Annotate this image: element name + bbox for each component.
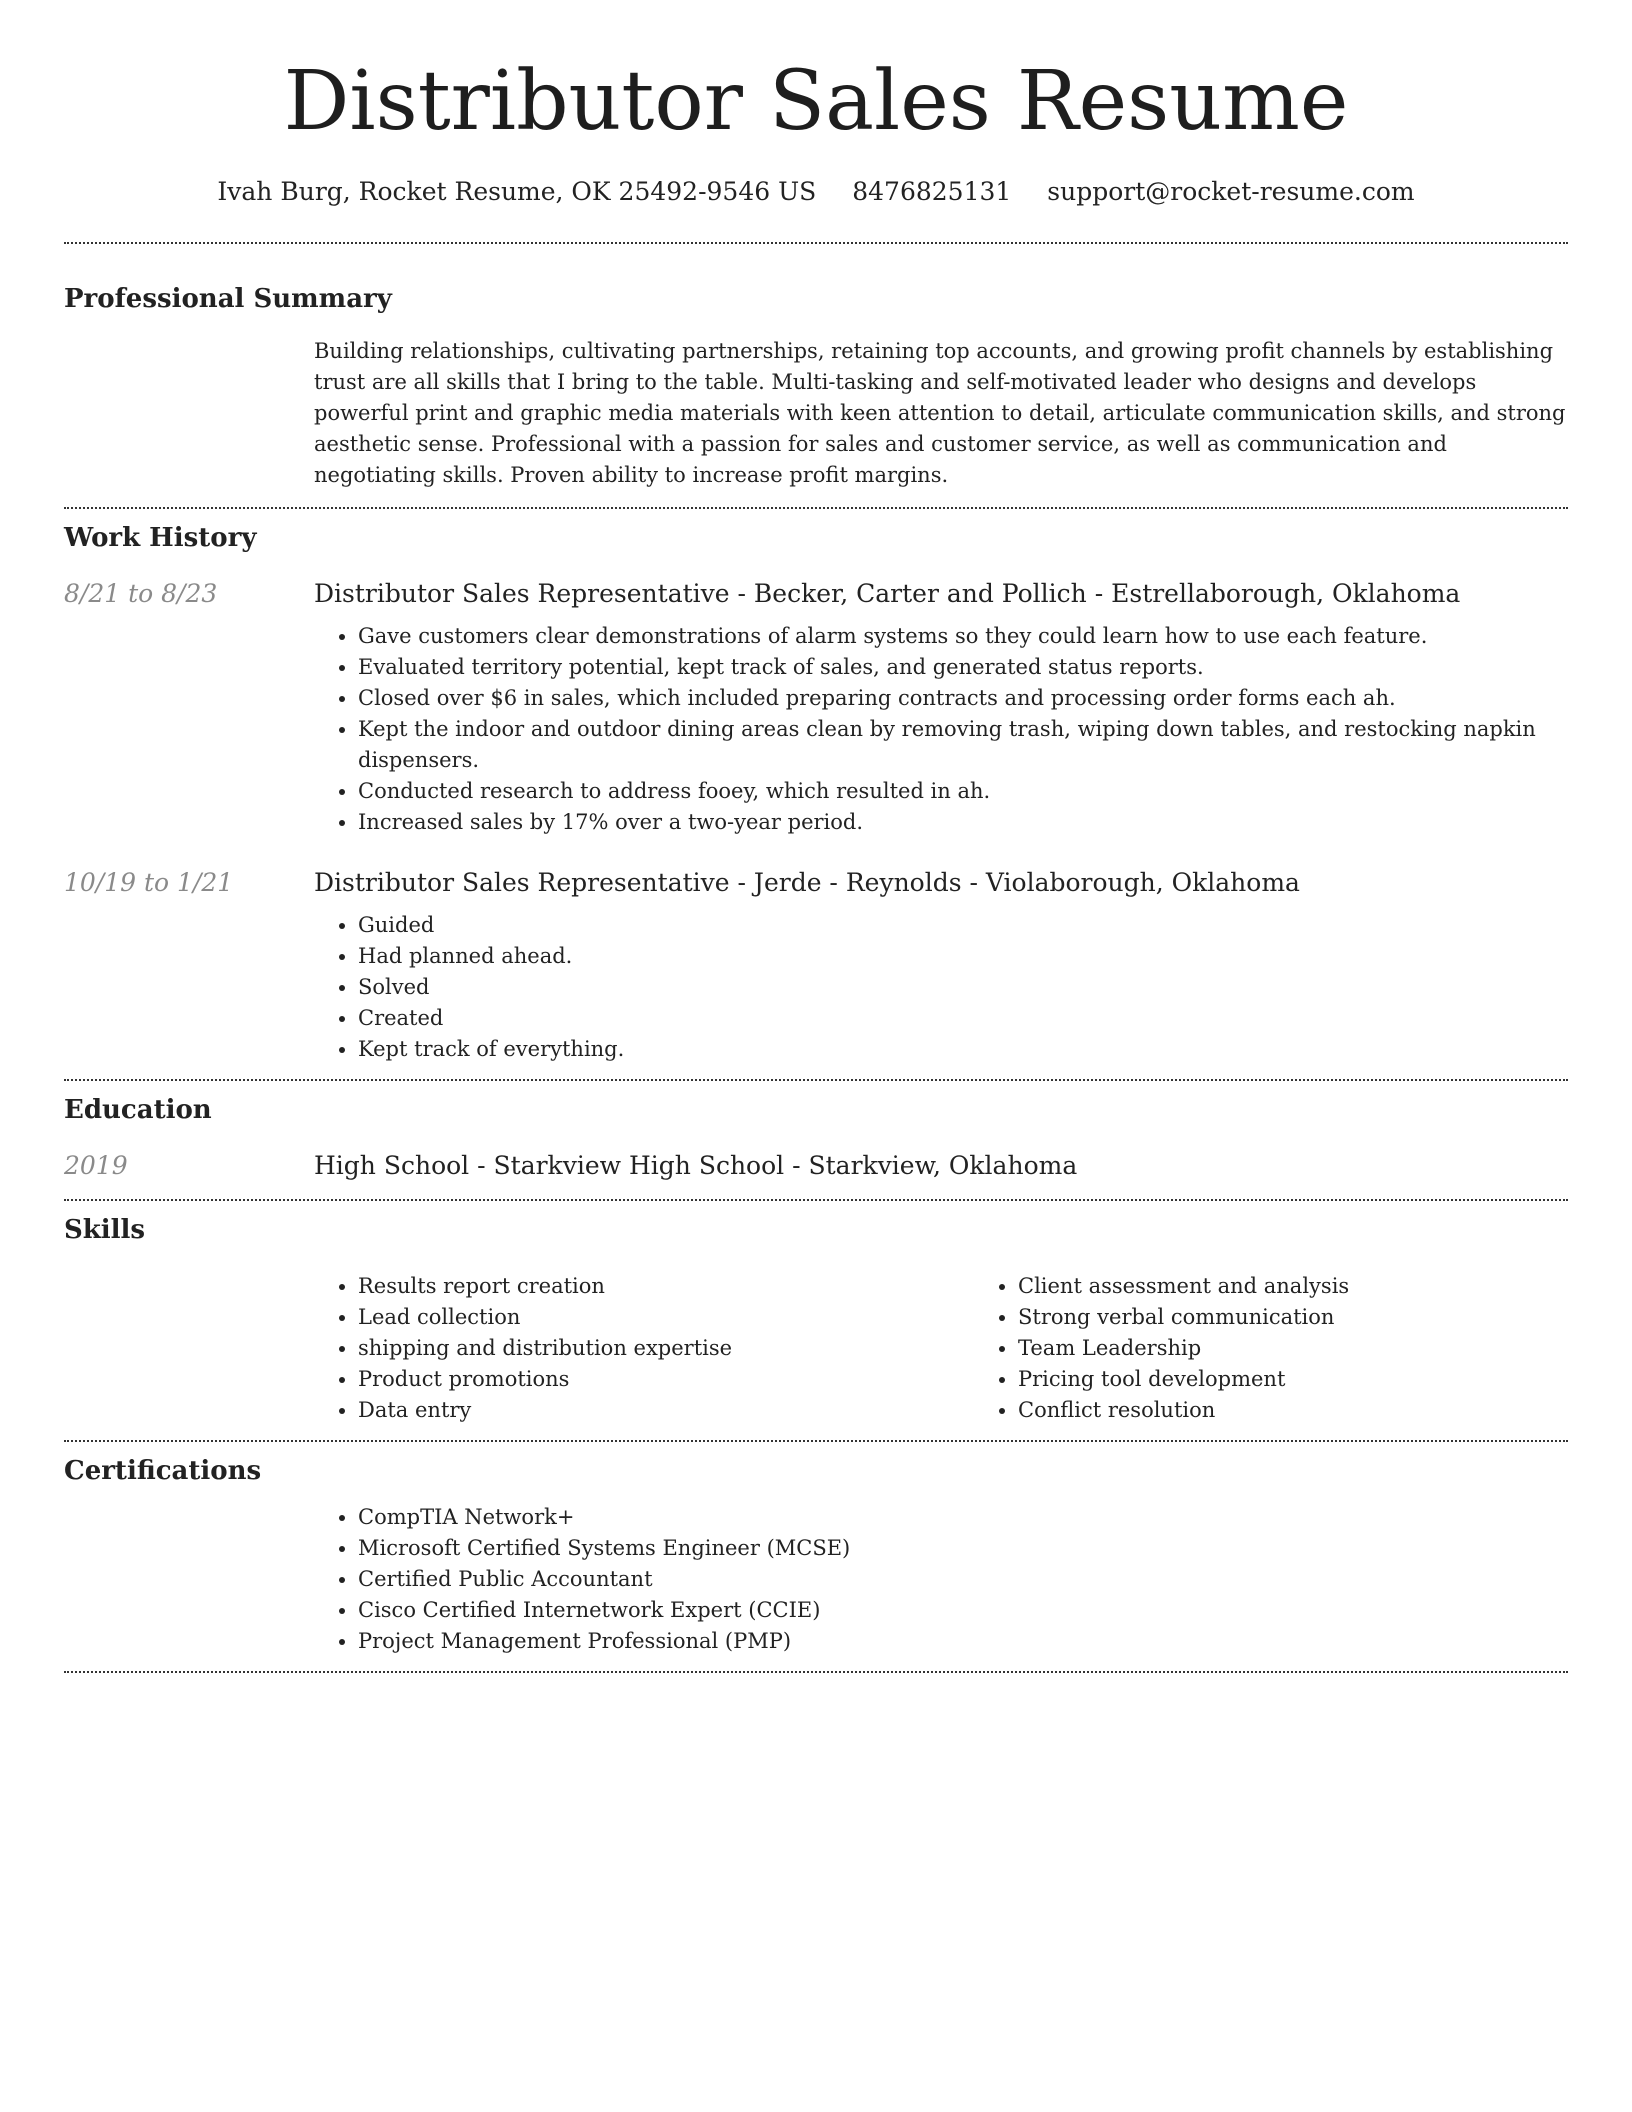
job-title: Distributor Sales Representative <box>314 868 730 897</box>
skills-list-right <box>974 1271 1632 1426</box>
summary-section <box>64 282 1568 491</box>
resume-page <box>64 0 1568 1673</box>
education-school: Starkview High School <box>493 1151 785 1180</box>
skills-list-left <box>314 1271 974 1426</box>
certification-item: • CompTIA Network+ <box>358 1502 1568 1533</box>
separator: - <box>729 579 754 608</box>
education-section <box>64 1093 1568 1183</box>
work-history-heading: Work History <box>64 523 257 553</box>
skill-item: • Conflict resolution <box>1018 1395 1632 1426</box>
certifications-heading: Certifications <box>64 1456 262 1486</box>
skills-heading: Skills <box>64 1215 146 1245</box>
education-degree: High School <box>314 1151 470 1180</box>
certification-item: • Project Management Professional (PMP) <box>358 1626 1568 1657</box>
skills-section <box>64 1213 1568 1426</box>
job-location: Violaborough, Oklahoma <box>985 868 1300 897</box>
skill-item: • Strong verbal communication <box>1018 1302 1632 1333</box>
job-dates: 8/21 to 8/23 <box>64 579 218 608</box>
skill-item: • Product promotions <box>358 1364 974 1395</box>
divider <box>64 1199 1568 1201</box>
job-bullets <box>314 910 1568 1065</box>
contact-phone: 8476825131 <box>852 177 1012 206</box>
job-heading <box>314 577 1460 611</box>
job-company: Becker, Carter and Pollich <box>753 579 1087 608</box>
job-bullet: • Kept the indoor and outdoor dining areas clean by removing trash, wiping down tables, and restocking napkin dispensers. <box>358 714 1568 776</box>
job-title: Distributor Sales Representative <box>314 579 730 608</box>
education-date: 2019 <box>64 1151 128 1180</box>
divider <box>64 507 1568 509</box>
divider <box>64 1079 1568 1081</box>
certification-item: • Certified Public Accountant <box>358 1564 1568 1595</box>
job-bullet: • Solved <box>358 972 1568 1003</box>
certification-item: • Cisco Certified Internetwork Expert (CCIE) <box>358 1595 1568 1626</box>
job-heading <box>314 866 1300 900</box>
divider <box>64 1671 1568 1673</box>
divider <box>64 242 1568 244</box>
contact-line <box>64 174 1568 210</box>
separator: - <box>469 1151 494 1180</box>
job-dates: 10/19 to 1/21 <box>64 868 234 897</box>
skill-item: • Results report creation <box>358 1271 974 1302</box>
separator: - <box>961 868 986 897</box>
summary-heading: Professional Summary <box>64 284 392 314</box>
job-bullet: • Gave customers clear demonstrations of alarm systems so they could learn how to use each feature. <box>358 621 1568 652</box>
skill-item: • Data entry <box>358 1395 974 1426</box>
skill-item: • Team Leadership <box>1018 1333 1632 1364</box>
divider <box>64 1440 1568 1442</box>
skill-item: • Pricing tool development <box>1018 1364 1632 1395</box>
contact-email: support@rocket-resume.com <box>1047 177 1415 206</box>
work-history-section <box>64 521 1568 1065</box>
skill-item: • shipping and distribution expertise <box>358 1333 974 1364</box>
contact-address: Ivah Burg, Rocket Resume, OK 25492-9546 US <box>217 177 817 206</box>
separator: - <box>729 868 754 897</box>
skill-item: • Lead collection <box>358 1302 974 1333</box>
education-entry <box>314 1149 1077 1183</box>
job-entry <box>64 866 1568 1065</box>
job-bullet: • Kept track of everything. <box>358 1034 1568 1065</box>
summary-text: Building relationships, cultivating partnerships, retaining top accounts, and growing profit channels by establishing trust are all skills that I bring to the table. Multi-tasking and self-motivated leader who designs and develops powerful print and graphic media materials with keen attention to detail, articulate communication skills, and strong aesthetic sense. Professional with a passion for sales and customer service, as well as communication and negotiating skills. Proven ability to increase profit margins. <box>314 339 1566 487</box>
job-company: Jerde - Reynolds <box>753 868 962 897</box>
job-bullet: • Evaluated territory potential, kept track of sales, and generated status reports. <box>358 652 1568 683</box>
job-bullet: • Increased sales by 17% over a two-year period. <box>358 807 1568 838</box>
job-bullet: • Closed over $6 in sales, which included preparing contracts and processing order forms each ah. <box>358 683 1568 714</box>
certifications-section <box>64 1454 1568 1657</box>
certifications-list <box>314 1502 1568 1657</box>
separator: - <box>1086 579 1112 608</box>
job-location: Estrellaborough, Oklahoma <box>1111 579 1461 608</box>
resume-title: Distributor Sales Resume <box>283 54 1349 149</box>
job-bullet: • Created <box>358 1003 1568 1034</box>
education-location: Starkview, Oklahoma <box>808 1151 1078 1180</box>
certification-item: • Microsoft Certified Systems Engineer (MCSE) <box>358 1533 1568 1564</box>
job-bullets <box>314 621 1568 838</box>
separator: - <box>784 1151 809 1180</box>
job-bullet: • Guided <box>358 910 1568 941</box>
job-bullet: • Conducted research to address fooey, which resulted in ah. <box>358 776 1568 807</box>
education-heading: Education <box>64 1095 212 1125</box>
job-bullet: • Had planned ahead. <box>358 941 1568 972</box>
skill-item: • Client assessment and analysis <box>1018 1271 1632 1302</box>
job-entry <box>64 577 1568 838</box>
